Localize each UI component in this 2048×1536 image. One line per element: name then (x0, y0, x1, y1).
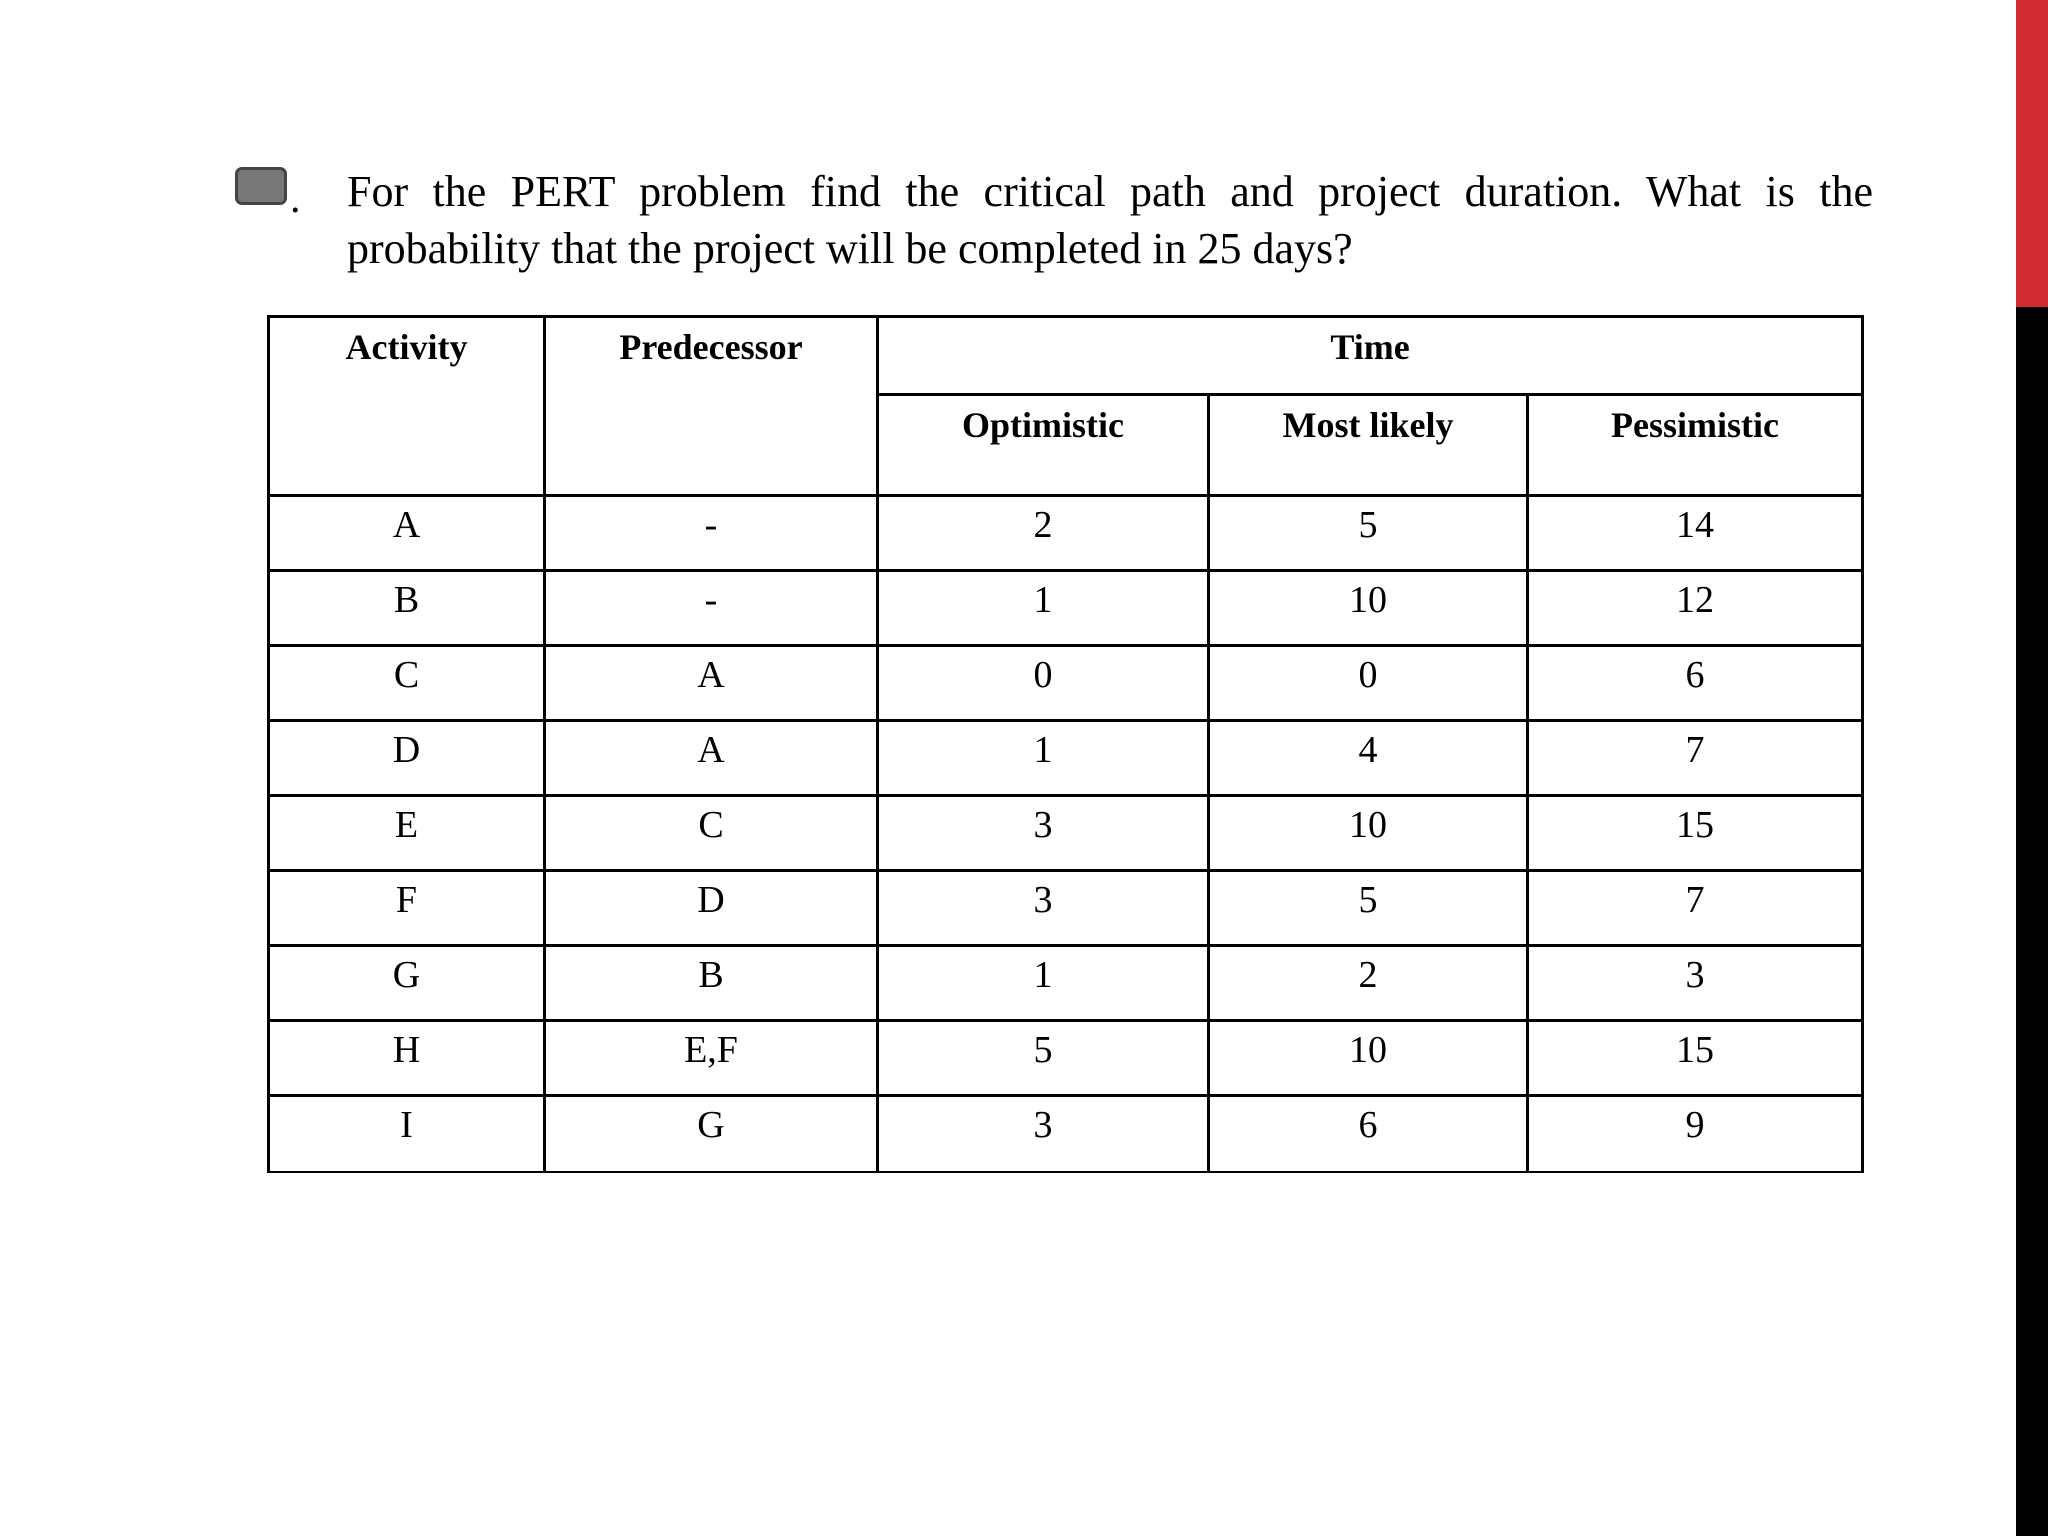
cell-optimistic: 3 (878, 1096, 1209, 1172)
cell-activity: I (269, 1096, 545, 1172)
cell-most-likely: 5 (1209, 871, 1528, 946)
table-row (269, 571, 1863, 646)
cell-predecessor: D (545, 871, 878, 946)
cell-activity: G (269, 946, 545, 1021)
header-most-likely: Most likely (1209, 395, 1528, 496)
table-row (269, 496, 1863, 571)
cell-activity: A (269, 496, 545, 571)
cell-optimistic: 1 (878, 946, 1209, 1021)
cell-predecessor: A (545, 721, 878, 796)
cell-optimistic: 0 (878, 646, 1209, 721)
cell-predecessor: E,F (545, 1021, 878, 1096)
cell-activity: F (269, 871, 545, 946)
cell-most-likely: 4 (1209, 721, 1528, 796)
cell-optimistic: 1 (878, 571, 1209, 646)
cell-pessimistic: 12 (1528, 571, 1863, 646)
table-subheader-row (269, 395, 1863, 496)
cell-activity: B (269, 571, 545, 646)
cell-optimistic: 3 (878, 871, 1209, 946)
header-predecessor-blank (545, 395, 878, 496)
cell-optimistic: 3 (878, 796, 1209, 871)
cell-pessimistic: 7 (1528, 871, 1863, 946)
cell-optimistic: 5 (878, 1021, 1209, 1096)
cell-predecessor: C (545, 796, 878, 871)
pert-table (267, 315, 1864, 1173)
cell-pessimistic: 9 (1528, 1096, 1863, 1172)
header-predecessor: Predecessor (545, 317, 878, 395)
table-row (269, 721, 1863, 796)
cell-most-likely: 10 (1209, 571, 1528, 646)
table-row (269, 946, 1863, 1021)
cell-most-likely: 0 (1209, 646, 1528, 721)
question-line-1: For the PERT problem find the critical path and project duration. What is the (347, 167, 1873, 216)
question-text (347, 163, 1873, 277)
cell-predecessor: - (545, 496, 878, 571)
table-row (269, 1021, 1863, 1096)
cell-pessimistic: 14 (1528, 496, 1863, 571)
cell-most-likely: 5 (1209, 496, 1528, 571)
table-row (269, 871, 1863, 946)
cell-predecessor: - (545, 571, 878, 646)
bullet-icon (235, 167, 287, 205)
cell-pessimistic: 15 (1528, 1021, 1863, 1096)
bullet-suffix: . (290, 176, 301, 222)
cell-most-likely: 10 (1209, 1021, 1528, 1096)
cell-most-likely: 6 (1209, 1096, 1528, 1172)
question-line-2: probability that the project will be completed in 25 days? (347, 224, 1353, 273)
cell-most-likely: 10 (1209, 796, 1528, 871)
table-header-row (269, 317, 1863, 395)
cell-activity: D (269, 721, 545, 796)
cell-activity: E (269, 796, 545, 871)
header-pessimistic: Pessimistic (1528, 395, 1863, 496)
header-time: Time (878, 317, 1863, 395)
slide-accent-bar-black (2016, 307, 2048, 1536)
cell-predecessor: B (545, 946, 878, 1021)
slide-accent-bar-red (2016, 0, 2048, 307)
header-optimistic: Optimistic (878, 395, 1209, 496)
cell-optimistic: 1 (878, 721, 1209, 796)
cell-predecessor: G (545, 1096, 878, 1172)
cell-most-likely: 2 (1209, 946, 1528, 1021)
cell-predecessor: A (545, 646, 878, 721)
cell-activity: C (269, 646, 545, 721)
cell-optimistic: 2 (878, 496, 1209, 571)
cell-pessimistic: 15 (1528, 796, 1863, 871)
header-activity: Activity (269, 317, 545, 395)
table-row (269, 1096, 1863, 1172)
table-row (269, 646, 1863, 721)
cell-pessimistic: 7 (1528, 721, 1863, 796)
cell-pessimistic: 6 (1528, 646, 1863, 721)
cell-pessimistic: 3 (1528, 946, 1863, 1021)
table-row (269, 796, 1863, 871)
header-activity-blank (269, 395, 545, 496)
cell-activity: H (269, 1021, 545, 1096)
